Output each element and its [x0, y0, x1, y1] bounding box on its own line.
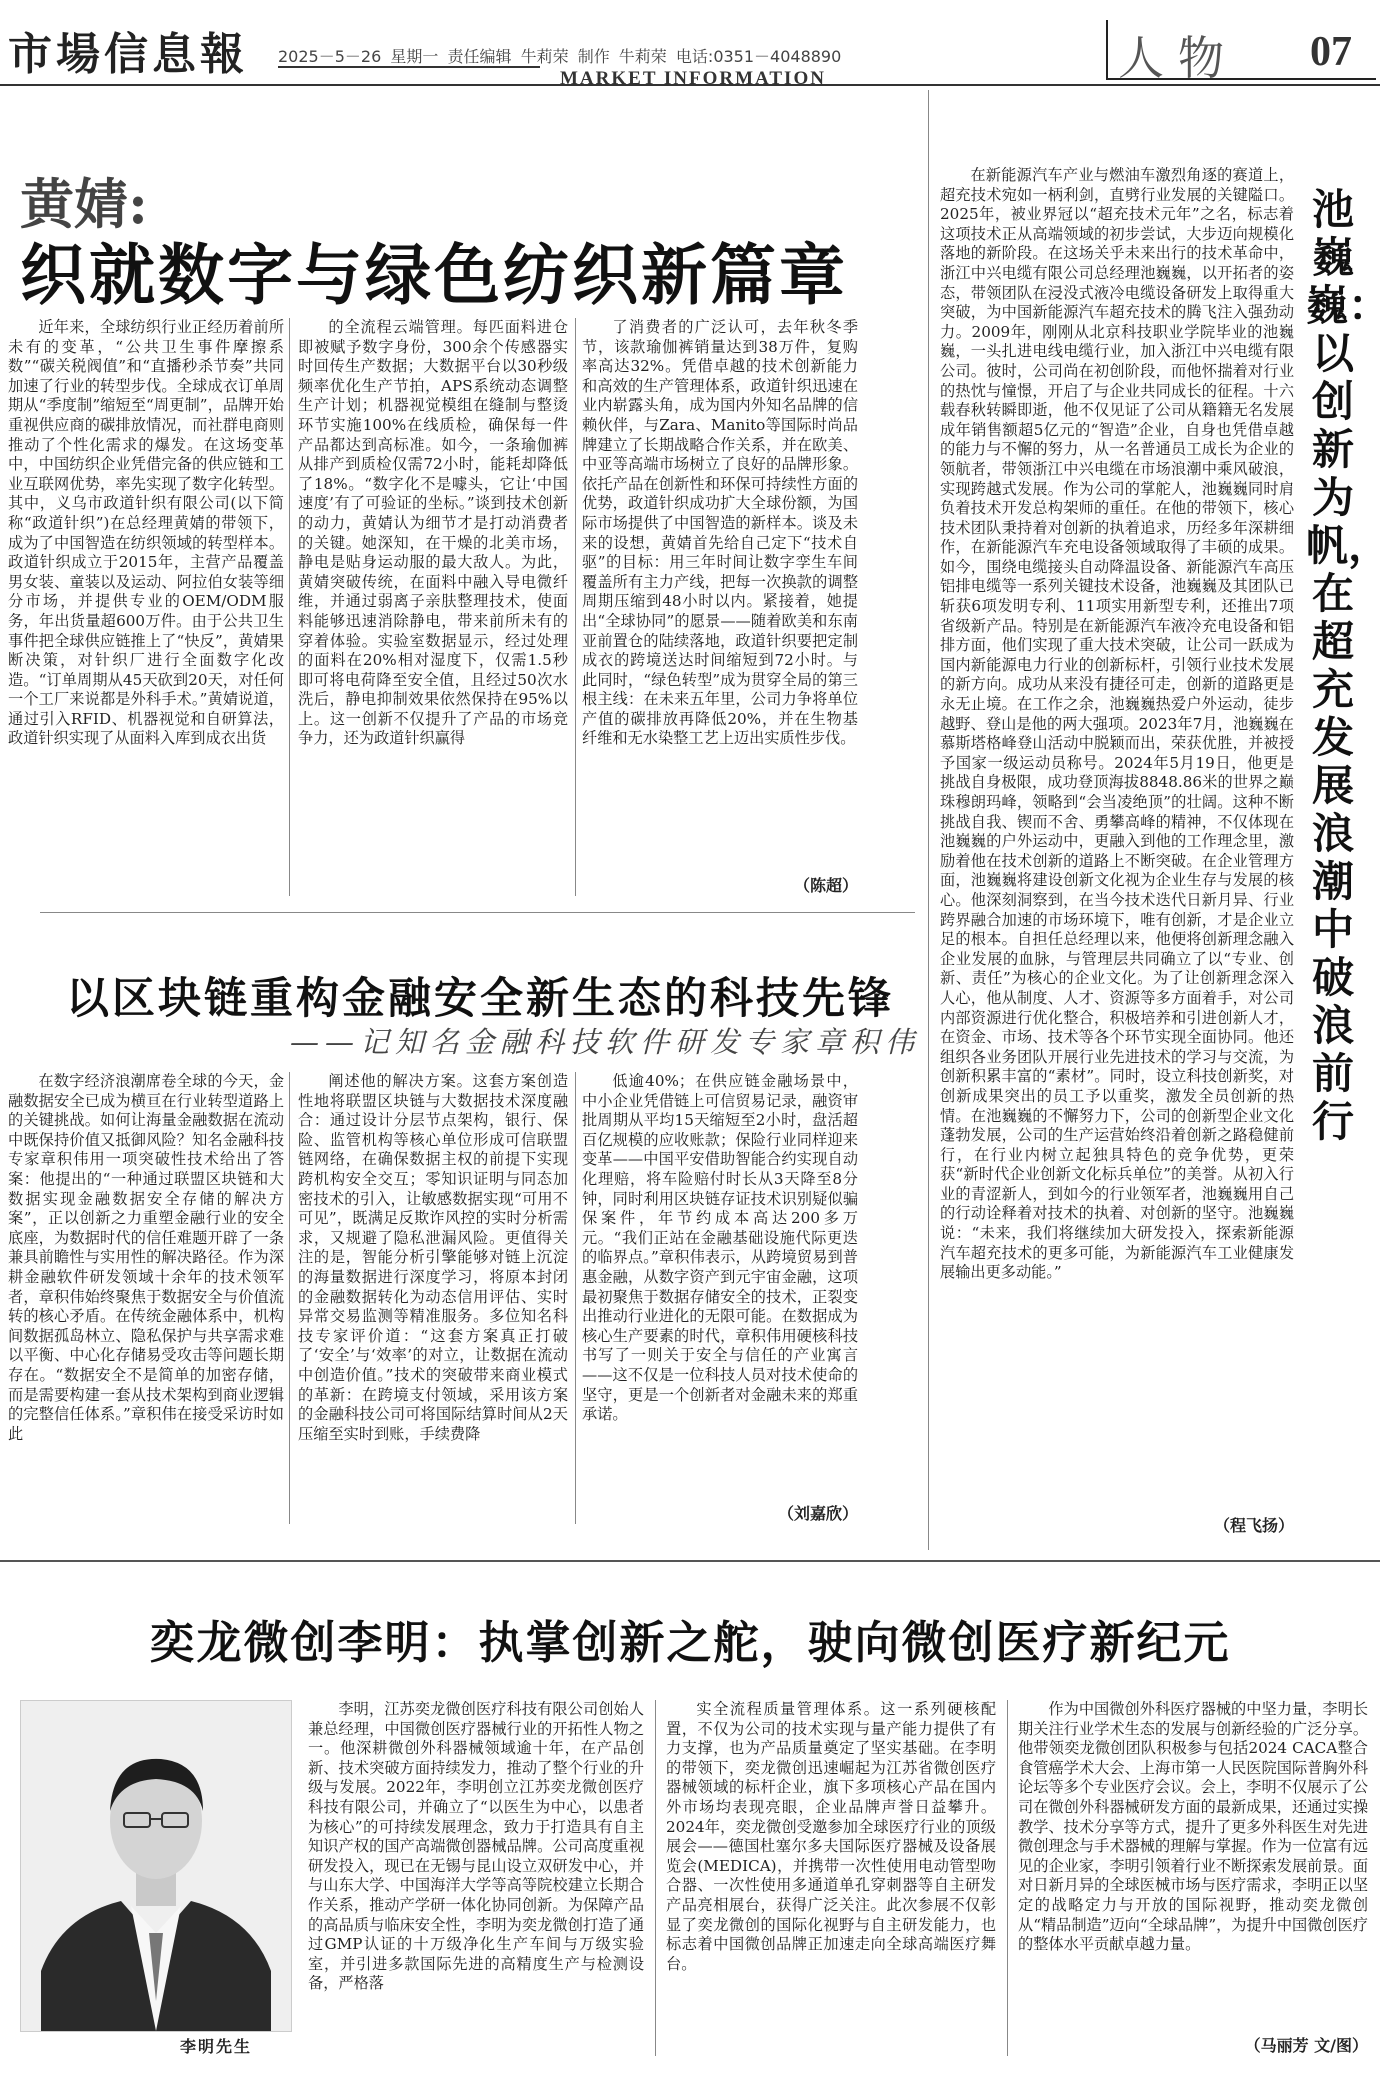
photo-caption: 李明先生 — [180, 2037, 253, 2056]
article1-col1 — [8, 318, 284, 896]
article4-col2 — [666, 1700, 996, 2056]
maker-name: 牛莉荣 — [618, 47, 667, 66]
page-number: 07 — [1310, 29, 1352, 75]
article2-col2 — [298, 1072, 568, 1524]
editor-label: 责任编辑 — [447, 47, 512, 66]
portrait-photo-icon — [21, 1701, 291, 2031]
masthead-english: MARKET INFORMATION — [560, 68, 826, 89]
article4-title: 奕龙微创李明：执掌创新之舵，驶向微创医疗新纪元 — [149, 1616, 1231, 1669]
article2-col3 — [582, 1072, 858, 1524]
maker-label: 制作 — [577, 47, 610, 66]
article3-text: 在新能源汽车产业与燃油车激烈角逐的赛道上，超充技术宛如一柄利剑，直劈行业发展的关键隘口。2025年，被业界冠以“超充技术元年”之名，标志着这项技术正从高端领域的初步尝试，大步迈向规模化落地的新阶段。在这场关乎未来出行的技术革命中，浙江中兴电缆有限公司总经理池巍巍，以开拓者的姿态，带领团队在浸没式液冷电缆设备研发上取得重大突破，为中国新能源汽车超充技术的腾飞注入强劲动力。2009年，刚刚从北京科技职业学院毕业的池巍巍，一头扎进电线电缆行业，加入浙江中兴电缆有限公司。彼时，公司尚在初创阶段，而他怀揣着对行业的热忱与憧憬，开启了与企业共同成长的征程。十六载春秋转瞬即逝，他不仅见证了公司从籍籍无名发展成年销售额超5亿元的“智造”企业，自身也凭借卓越的能力与不懈的努力，从一名普通员工成长为企业的领航者，带领浙江中兴电缆在市场浪潮中乘风破浪，实现跨越式发展。作为公司的掌舵人，池巍巍同时肩负着技术开发总构架师的重任。在他的带领下，核心技术团队秉持着对创新的执着追求，历经多年深耕细作，在新能源汽车充电设备领域取得了丰硕的成果。如今，围绕电缆接头自动降温设备、新能源汽车高压铝排电缆等一系列关键技术设备，池巍巍及其团队已斩获6项发明专利、11项实用新型专利，还推出7项省级新产品。特别是在新能源汽车液冷充电设备和铝排方面，他们实现了重大技术突破，让公司一跃成为国内新能源电力行业的创新标杆，引领行业技术发展的新方向。成功从来没有捷径可走，创新的道路更是永无止境。在工作之余，池巍巍热爱户外运动，徒步越野、登山是他的两大强项。2023年7月，池巍巍在慕斯塔格峰登山活动中脱颖而出，荣获优胜，并被授予国家一级运动员称号。2024年5月19日，他更是挑战自身极限，成功登顶海拔8848.86米的世界之巅珠穆朗玛峰，领略到“会当凌绝顶”的壮阔。这种不断挑战自我、锲而不舍、勇攀高峰的精神，不仅体现在池巍巍的户外运动中，更融入到他的工作理念里，激励着他在技术创新的道路上不断突破。在企业管理方面，池巍巍将建设创新文化视为企业生存与发展的核心。他深刻洞察到，在当今技术迭代日新月异、行业跨界融合加速的市场环境下，唯有创新，才是企业立足的根本。自担任总经理以来，他便将创新理念融入企业发展的血脉，与管理层共同确立了以“专业、创新、责任”为核心的企业文化。为了让创新理念深入人心，他从制度、人才、资源等多方面着手，对公司内部资源进行优化整合，积极培养和引进创新人才，在资金、市场、技术等各个环节实现全面协同。他还组织各业务团队开展行业先进技术的学习与交流，为创新积累丰富的“素材”。同时，设立科技创新奖，对创新成果突出的员工予以重奖，激发全员创新的热情。在池巍巍的不懈努力下，公司的创新型企业文化蓬勃发展，公司的生产运营始终沿着创新之路稳健前行，在行业内树立起独具特色的竞争优势，更荣获“新时代企业创新文化标兵单位”的美誉。从初入行业的青涩新人，到如今的行业领军者，池巍巍用自己的行动诠释着对技术的执着、对创新的坚守。池巍巍说：“未来，我们将继续加大研发投入，探索新能源汽车超充技术的更多可能，为新能源汽车工业健康发展输出更多动能。” — [940, 166, 1294, 1282]
section-divider — [0, 1560, 1380, 1562]
article4-byline: （马丽芳 文/图） — [1210, 2036, 1368, 2056]
article4-divider — [1007, 1700, 1008, 2056]
article2-subtitle: ——记知名金融科技软件研发专家章积伟 — [289, 1025, 920, 1059]
right-column-divider — [928, 90, 929, 1550]
article1-title: 织就数字与绿色纺织新篇章 — [20, 236, 848, 314]
article3-byline: （程飞扬） — [1180, 1516, 1294, 1536]
article1-col3-text: 了消费者的广泛认可，去年秋冬季节，该款瑜伽裤销量达到38万件，复购率高达32%。凭借卓越的技术创新能力和高效的生产管理体系，政道针织迅速在业内崭露头角，成为国内外知名品牌的信赖伙伴，与Zara、Manito等国际时尚品牌建立了长期战略合作关系，并在欧美、中亚等高端市场树立了良好的品牌形象。依托产品在创新性和环保可持续性方面的优势，政道针织成功扩大全球份额，为国际市场提供了中国智造的新样本。谈及未来的设想，黄婧首先给自己定下“技术自驱”的目标：用三年时间让数字孪生车间覆盖所有主力产线，把每一次换款的调整周期压缩到48小时以内。紧接着，她提出“全球协同”的愿景——随着欧美和东南亚前置仓的陆续落地，政道针织要把定制成衣的跨境送达时间缩短到72小时。与此同时，“绿色转型”成为贯穿全局的第三根主线：在未来五年里，公司力争将单位产值的碳排放再降低20%，并在生物基纤维和无水染整工艺上迈出实质性步伐。 — [582, 318, 858, 748]
article1-col2-text: 的全流程云端管理。每匹面料进仓即被赋予数字身份，300余个传感器实时回传生产数据；大数据平台以30秒级频率优化生产节拍，APS系统动态调整生产计划；机器视觉模组在缝制与整烫环节实施100%在线质检，确保每一件产品都达到高标准。如今，一条瑜伽裤从排产到质检仅需72小时，能耗却降低了18%。“数字化不是噱头，它让‘中国速度’有了可验证的坐标。”谈到技术创新的动力，黄婧认为细节才是打动消费者的关键。她深知，在干燥的北美市场，静电是贴身运动服的最大敌人。为此，黄婧突破传统，在面料中融入导电微纤维，并通过弱离子亲肤整理技术，使面料能够迅速消除静电，带来前所未有的穿着体验。实验室数据显示，经过处理的面料在20%相对湿度下，仅需1.5秒即可将电荷降至安全值，且经过50次水洗后，静电抑制效果依然保持在95%以上。这一创新不仅提升了产品的市场竞争力，还为政道针织赢得 — [298, 318, 568, 748]
article1-byline: （陈超） — [760, 876, 858, 896]
article2-col2-text: 阐述他的解决方案。这套方案创造性地将联盟区块链与大数据技术深度融合：通过设计分层节点架构，银行、保险、监管机构等核心单位形成可信联盟链网络，在确保数据主权的前提下实现跨机构安全交互；零知识证明与同态加密技术的引入，让敏感数据实现“可用不可见”，既满足反欺诈风控的实时分析需求，又规避了隐私泄漏风险。更值得关注的是，智能分析引擎能够对链上沉淀的海量数据进行深度学习，将原本封闭的金融数据转化为动态信用评估、实时异常交易监测等精准服务。多位知名科技专家评价道：“这套方案真正打破了‘安全’与‘效率’的对立，让数据在流动中创造价值。”技术的突破带来商业模式的革新：在跨境支付领域，采用该方案的金融科技公司可将国际结算时间从2天压缩至实时到账，手续费降 — [298, 1072, 568, 1443]
article2-byline: （刘嘉欣） — [744, 1504, 858, 1524]
article1-col3 — [582, 318, 858, 896]
newspaper-logo: 市場信息報 — [8, 29, 248, 80]
article4-col1 — [308, 1700, 644, 2056]
article3-body — [940, 166, 1294, 1536]
article4-divider — [655, 1700, 656, 2056]
article4-col3 — [1018, 1700, 1368, 2056]
article1-col2 — [298, 318, 568, 896]
header-rule — [278, 66, 540, 68]
phone-label: 电话: — [675, 47, 714, 66]
issue-date: 2025－5－26 — [278, 47, 382, 66]
masthead-divider — [0, 84, 1380, 86]
article4-col3-text: 作为中国微创外科医疗器械的中坚力量，李明长期关注行业学术生态的发展与创新经验的广泛分享。他带领奕龙微创团队积极参与包括2024 CACA整合食管癌学术大会、上海市第一人民医院国际普胸外科论坛等多个专业医疗会议。会上，李明不仅展示了公司在微创外科器械研发方面的最新成果，还通过实操教学、技术分享等方式，提升了更多外科医生对先进微创理念与手术器械的理解与掌握。作为一位富有远见的企业家，李明引领着行业不断探索发展前景。面对日新月异的全球医械市场与医疗需求，李明正以坚定的战略定力与开放的国际视野，推动奕龙微创从“精品制造”迈向“全球品牌”，为提升中国微创医疗的整体水平贡献卓越力量。 — [1018, 1700, 1368, 1954]
section-name: 人物 — [1118, 31, 1238, 85]
phone-number: 0351－4048890 — [713, 47, 842, 66]
article2-col1-text: 在数字经济浪潮席卷全球的今天，金融数据安全已成为横亘在行业转型道路上的关键挑战。如何让海量金融数据在流动中既保持价值又抵御风险？知名金融科技专家章积伟用一项突破性技术给出了答案：他提出的“一种通过联盟区块链和大数据实现金融数据安全存储的解决方案”，正以创新之力重塑金融行业的安全底座，为数据时代的信任难题开辟了一条兼具前瞻性与实用性的解决路径。作为深耕金融软件研发领域十余年的技术领军者，章积伟始终聚焦于数据安全与价值流转的核心矛盾。在传统金融体系中，机构间数据孤岛林立、隐私保护与共享需求难以平衡、中心化存储易受攻击等问题长期存在。“数据安全不是简单的加密存储，而是需要构建一套从技术架构到商业逻辑的完整信任体系。”章积伟在接受采访时如此 — [8, 1072, 284, 1443]
article2-divider — [289, 1072, 290, 1524]
issue-weekday: 星期一 — [390, 47, 439, 66]
article1-col1-text: 近年来，全球纺织行业正经历着前所未有的变革，“公共卫生事件摩擦系数”“碳关税阀值”和“直播秒杀节奏”共同加速了行业的转型步伐。全球成衣订单周期从“季度制”缩短至“周更制”，品牌开始重视供应商的碳排放情况，而社群电商则推动了个性化需求的爆发。在这场变革中，中国纺织企业凭借完备的供应链和工业互联网优势，率先实现了数字化转型。其中，义乌市政道针织有限公司(以下简称“政道针织”)在总经理黄婧的带领下，成为了中国智造在纺织领域的转型样本。政道针织成立于2015年，主营产品覆盖男女装、童装以及运动、阿拉伯女装等细分市场，并提供专业的OEM/ODM服务，年出货量超600万件。由于公共卫生事件把全球供应链推上了“快反”，黄婧果断决策，对针织厂进行全面数字化改造。“订单周期从45天砍到20天，对任何一个工厂来说都是外科手术。”黄婧说道，通过引入RFID、机器视觉和自研算法，政道针织实现了从面料入库到成衣出货 — [8, 318, 284, 748]
article1-title-small: 黄婧: — [20, 172, 148, 236]
header-info — [278, 44, 841, 67]
article4-col2-text: 实全流程质量管理体系。这一系列硬核配置，不仅为公司的技术实现与量产能力提供了有力支撑，也为产品质量奠定了坚实基础。在李明的带领下，奕龙微创迅速崛起为江苏省微创医疗器械领域的标杆企业，旗下多项核心产品在国内外市场均表现亮眼，企业品牌声誉日益攀升。2024年，奕龙微创受邀参加全球医疗行业的顶级展会——德国杜塞尔多夫国际医疗器械及设备展览会(MEDICA)，并携带一次性使用电动管型吻合器、一次性使用多通道单孔穿刺器等自主研发产品亮相展台，获得广泛关注。此次参展不仅彰显了奕龙微创的国际化视野与自主研发能力，也标志着中国微创品牌正加速走向全球高端医疗舞台。 — [666, 1700, 996, 1973]
article2-col3-text: 低逾40%；在供应链金融场景中，中小企业凭借链上可信贸易记录，融资审批周期从平均15天缩短至2小时，盘活超百亿规模的应收账款；保险行业同样迎来变革——中国平安借助智能合约实现自动化理赔，将车险赔付时长从3天降至8分钟，同时利用区块链存证技术识别疑似骗保案件，年节约成本高达200多万元。“我们正站在金融基础设施代际更迭的临界点。”章积伟表示，从跨境贸易到普惠金融，从数字资产到元宇宙金融，这项最初聚焦于数据存储安全的技术，正裂变出推动行业进化的无限可能。在数据成为核心生产要素的时代，章积伟用硬核科技书写了一则关于安全与信任的产业寓言——这不仅是一位科技人员对技术使命的坚守，更是一个创新者对金融未来的郑重承诺。 — [582, 1072, 858, 1424]
article2-col1 — [8, 1072, 284, 1524]
article2-title: 以区块链重构金融安全新生态的科技先锋 — [66, 974, 894, 1024]
article1-divider — [575, 318, 576, 896]
portrait-photo — [20, 1700, 292, 2032]
article1-divider — [289, 318, 290, 896]
article4-col1-text: 李明，江苏奕龙微创医疗科技有限公司创始人兼总经理，中国微创医疗器械行业的开拓性人物之一。他深耕微创外科器械领域逾十年，在产品创新、技术突破方面持续发力，推动了整个行业的升级与发展。2022年，李明创立江苏奕龙微创医疗科技有限公司，并确立了“以医生为中心，以患者为核心”的可持续发展理念，致力于打造具有自主知识产权的国产高端微创器械品牌。公司高度重视研发投入，现已在无锡与昆山设立双研发中心，并与山东大学、中国海洋大学等高等院校建立长期合作关系，推动产学研一体化协同创新。为保障产品的高品质与临床安全性，李明为奕龙微创打造了通过GMP认证的十万级净化生产车间与万级实验室，并引进多款国际先进的高精度生产与检测设备，严格落 — [308, 1700, 644, 1993]
editor-name: 牛莉荣 — [520, 47, 569, 66]
article2-divider — [575, 1072, 576, 1524]
section-divider — [40, 912, 915, 913]
article3-vertical-title: 池巍巍：以创新为帆，在超充发展浪潮中破浪前行 — [1306, 185, 1390, 1146]
